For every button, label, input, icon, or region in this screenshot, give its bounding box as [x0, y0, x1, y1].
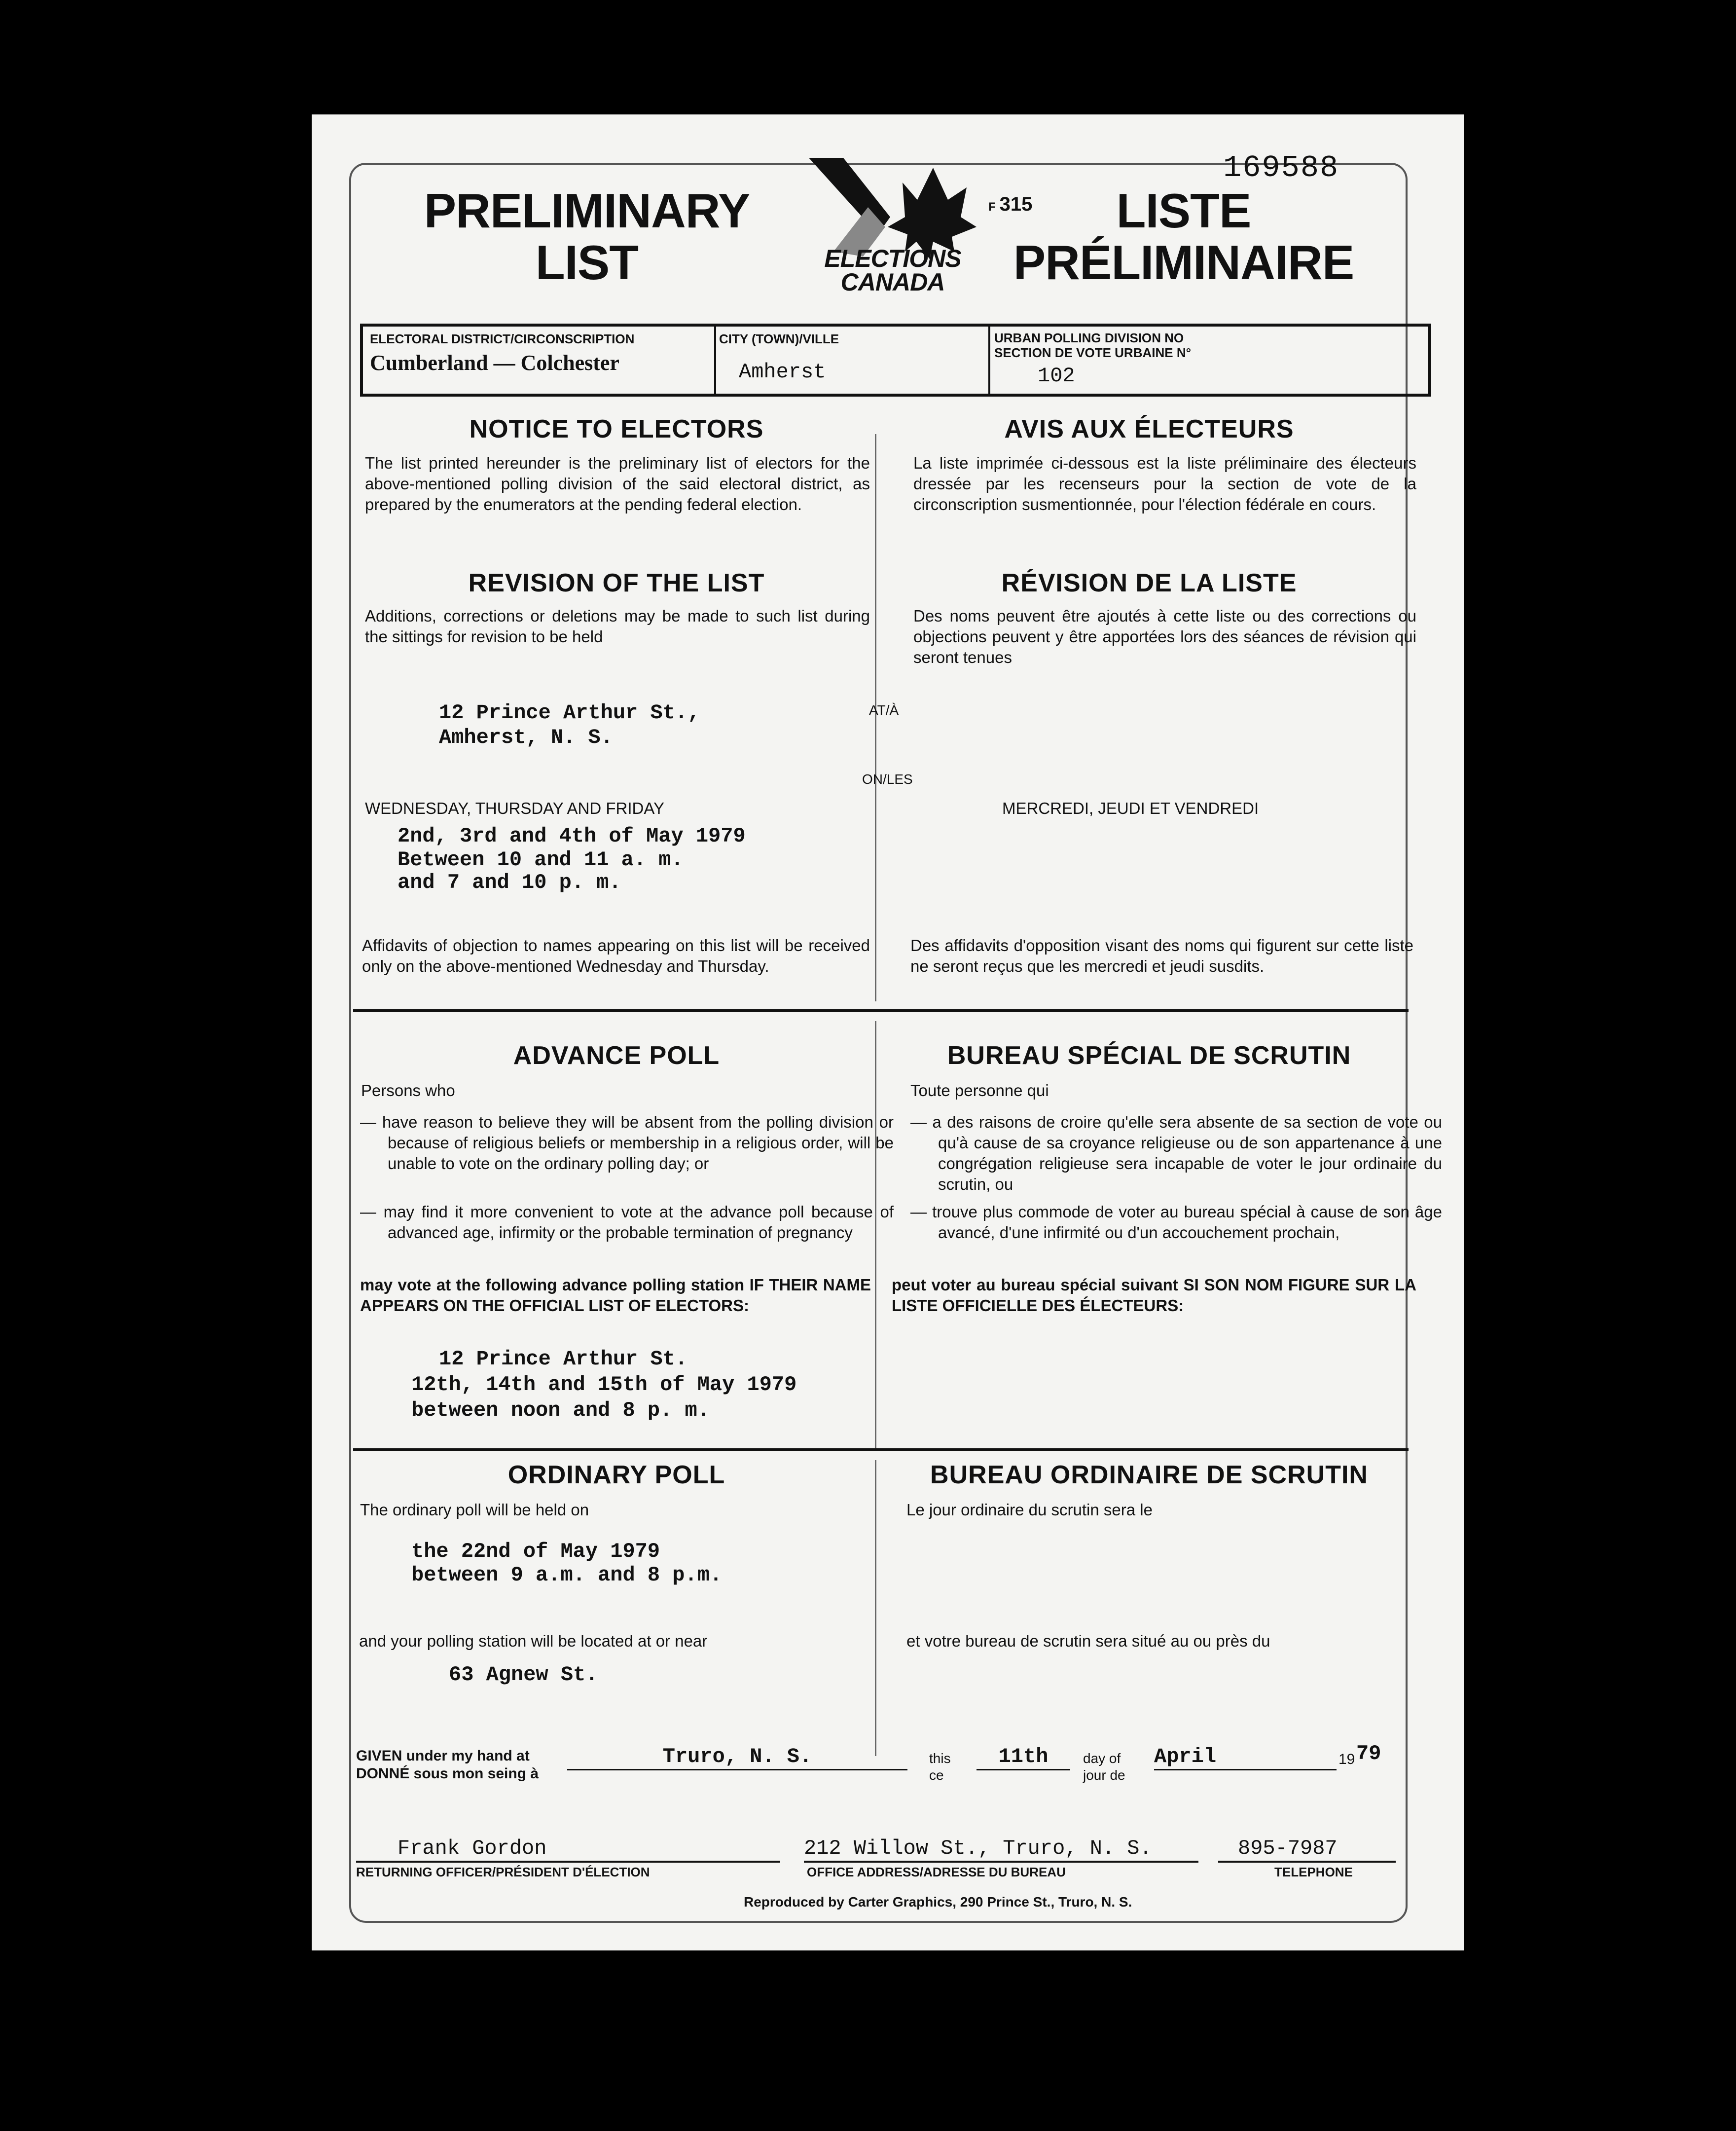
dayof-label-fr: jour de — [1083, 1767, 1125, 1783]
officer-line — [356, 1861, 780, 1863]
revision-text-fr: Des noms peuvent être ajoutés à cette liste ou des corrections ou objections peuvent y être apportées lors des séances de révision qui seront tenues — [913, 607, 1416, 666]
district-label: ELECTORAL DISTRICT/CIRCONSCRIPTION — [370, 331, 635, 346]
dayof-label — [1083, 1750, 1125, 1784]
advance-location: 12 Prince Arthur St. — [439, 1347, 688, 1371]
city-cell — [714, 327, 990, 394]
section-divider — [353, 1448, 1409, 1451]
notice-text-fr: La liste imprimée ci-dessous est la liste préliminaire des électeurs dressée par les recenseurs pour la section de vote de la circonscription susmentionnée, pour l'élection fédérale en cours. — [913, 454, 1416, 514]
advance-closing-en: may vote at the following advance polling station IF THEIR NAME APPEARS ON THE OFFICIAL LIST OF ELECTORS: — [360, 1276, 871, 1315]
revision-dates-3: and 7 and 10 p. m. — [398, 871, 621, 894]
advance-closing-fr: peut voter au bureau spécial suivant SI SON NOM FIGURE SUR LA LISTE OFFICIELLE DES ÉLECTEURS: — [892, 1276, 1416, 1315]
district-value: Cumberland — Colchester — [370, 351, 619, 375]
division-label-1: URBAN POLLING DIVISION NO — [994, 331, 1184, 345]
given-day: 11th — [976, 1744, 1070, 1770]
at-label: AT/À — [869, 702, 899, 718]
advance-bullet-1-en: — have reason to believe they will be absent from the polling division or because of religious beliefs or membership in a religious order, will be unable to vote on the ordinary polling day; or — [360, 1113, 894, 1173]
advance-title-fr: BUREAU SPÉCIAL DE SCRUTIN — [947, 1041, 1351, 1070]
city-value: Amherst — [739, 360, 826, 384]
given-month: April — [1154, 1744, 1337, 1770]
given-label — [356, 1747, 539, 1783]
advance-bullet-1-fr: — a des raisons de croire qu'elle sera absente de sa section de vote ou qu'à cause de sa croyance religieuse ou de son appartenance à une congrégation religieuse sera incapable de voter le jour ordinaire du scrutin, ou — [910, 1113, 1442, 1193]
advance-dates: 12th, 14th and 15th of May 1979 — [411, 1373, 797, 1396]
form-number: F 315 — [988, 193, 1033, 215]
given-year-suffix: 79 — [1356, 1742, 1381, 1765]
title-en-line-2: LIST — [535, 235, 639, 290]
affidavit-en: Affidavits of objection to names appearing on this list will be received only on the above-mentioned Wednesday and Thursday. — [362, 936, 870, 975]
telephone-number: 895-7987 — [1238, 1837, 1338, 1860]
office-line — [804, 1861, 1198, 1863]
this-label — [929, 1750, 951, 1784]
ordinary-intro-fr: Le jour ordinaire du scrutin sera le — [906, 1501, 1153, 1519]
notice-title-fr: AVIS AUX ÉLECTEURS — [1004, 415, 1294, 443]
given-label-fr: DONNÉ sous mon seing à — [356, 1765, 539, 1782]
section-divider — [353, 1009, 1409, 1012]
advance-intro-en: Persons who — [361, 1081, 455, 1100]
serial-number: 169588 — [1223, 150, 1339, 185]
revision-days-fr: MERCREDI, JEUDI ET VENDREDI — [1002, 799, 1259, 817]
district-info-box — [360, 324, 1431, 397]
revision-text-en: Additions, corrections or deletions may be made to such list during the sittings for revision to be held — [365, 607, 870, 646]
advance-bullet-2-en: — may find it more convenient to vote at the advance poll because of advanced age, infirmity or the probable termination of pregnancy — [360, 1203, 894, 1242]
ordinary-title-fr: BUREAU ORDINAIRE DE SCRUTIN — [930, 1461, 1368, 1489]
division-cell — [988, 327, 1428, 394]
this-label-fr: ce — [929, 1767, 944, 1783]
revision-title-en: REVISION OF THE LIST — [468, 569, 765, 597]
advance-hours: between noon and 8 p. m. — [411, 1398, 710, 1422]
ordinary-title-en: ORDINARY POLL — [507, 1461, 725, 1489]
revision-address-2: Amherst, N. S. — [439, 726, 613, 749]
telephone-line — [1218, 1861, 1396, 1863]
advance-title-en: ADVANCE POLL — [513, 1041, 720, 1070]
notice-title-en: NOTICE TO ELECTORS — [469, 415, 764, 443]
notice-text-en: The list printed hereunder is the preliminary list of electors for the above-mentioned polling division of the said electoral district, as prepared by the enumerators at the pending federal election. — [365, 454, 870, 514]
revision-dates-2: Between 10 and 11 a. m. — [398, 848, 684, 872]
division-value: 102 — [1038, 364, 1075, 388]
logo-line-2: CANADA — [840, 268, 945, 296]
advance-intro-fr: Toute personne qui — [910, 1081, 1049, 1100]
revision-dates-1: 2nd, 3rd and 4th of May 1979 — [398, 824, 746, 848]
ordinary-date: the 22nd of May 1979 — [411, 1540, 660, 1563]
column-divider — [875, 1460, 876, 1756]
ordinary-station-fr: et votre bureau de scrutin sera situé au ou près du — [906, 1632, 1270, 1650]
telephone-label: TELEPHONE — [1274, 1865, 1353, 1879]
revision-address-1: 12 Prince Arthur St., — [439, 701, 700, 725]
on-label: ON/LES — [862, 772, 913, 787]
city-label: CITY (TOWN)/VILLE — [719, 331, 839, 346]
division-label-2: SECTION DE VOTE URBAINE N° — [994, 345, 1191, 360]
ordinary-hours: between 9 a.m. and 8 p.m. — [411, 1563, 723, 1587]
revision-title-fr: RÉVISION DE LA LISTE — [1001, 569, 1297, 597]
revision-days-en: WEDNESDAY, THURSDAY AND FRIDAY — [365, 799, 664, 817]
officer-name: Frank Gordon — [398, 1837, 547, 1860]
ordinary-station-address: 63 Agnew St. — [449, 1663, 598, 1687]
logo-line-1: ELECTIONS — [824, 245, 961, 272]
dayof-label-en: day of — [1083, 1751, 1121, 1766]
title-en-line-1: PRELIMINARY — [424, 184, 750, 238]
given-label-en: GIVEN under my hand at — [356, 1748, 530, 1764]
office-label: OFFICE ADDRESS/ADRESSE DU BUREAU — [807, 1865, 1066, 1879]
ordinary-intro-en: The ordinary poll will be held on — [360, 1501, 589, 1519]
district-cell — [363, 327, 716, 394]
office-address: 212 Willow St., Truro, N. S. — [804, 1837, 1152, 1860]
this-label-en: this — [929, 1751, 951, 1766]
given-place: Truro, N. S. — [567, 1744, 907, 1770]
logo-wordmark — [804, 247, 981, 294]
printer-credit: Reproduced by Carter Graphics, 290 Prince St., Truro, N. S. — [744, 1894, 1132, 1910]
title-fr-line-1: LISTE — [1116, 184, 1251, 238]
title-fr-line-2: PRÉLIMINAIRE — [1013, 235, 1354, 290]
ordinary-station-en: and your polling station will be located at or near — [359, 1632, 708, 1650]
officer-label: RETURNING OFFICER/PRÉSIDENT D'ÉLECTION — [356, 1865, 650, 1879]
affidavit-fr: Des affidavits d'opposition visant des noms qui figurent sur cette liste ne seront reçus que les mercredi et jeudi susdits. — [910, 936, 1413, 975]
advance-bullet-2-fr: — trouve plus commode de voter au bureau spécial à cause de son âge avancé, d'une infirmité ou d'un accouchement prochain, — [910, 1203, 1442, 1242]
given-year-prefix: 19 — [1338, 1751, 1355, 1767]
